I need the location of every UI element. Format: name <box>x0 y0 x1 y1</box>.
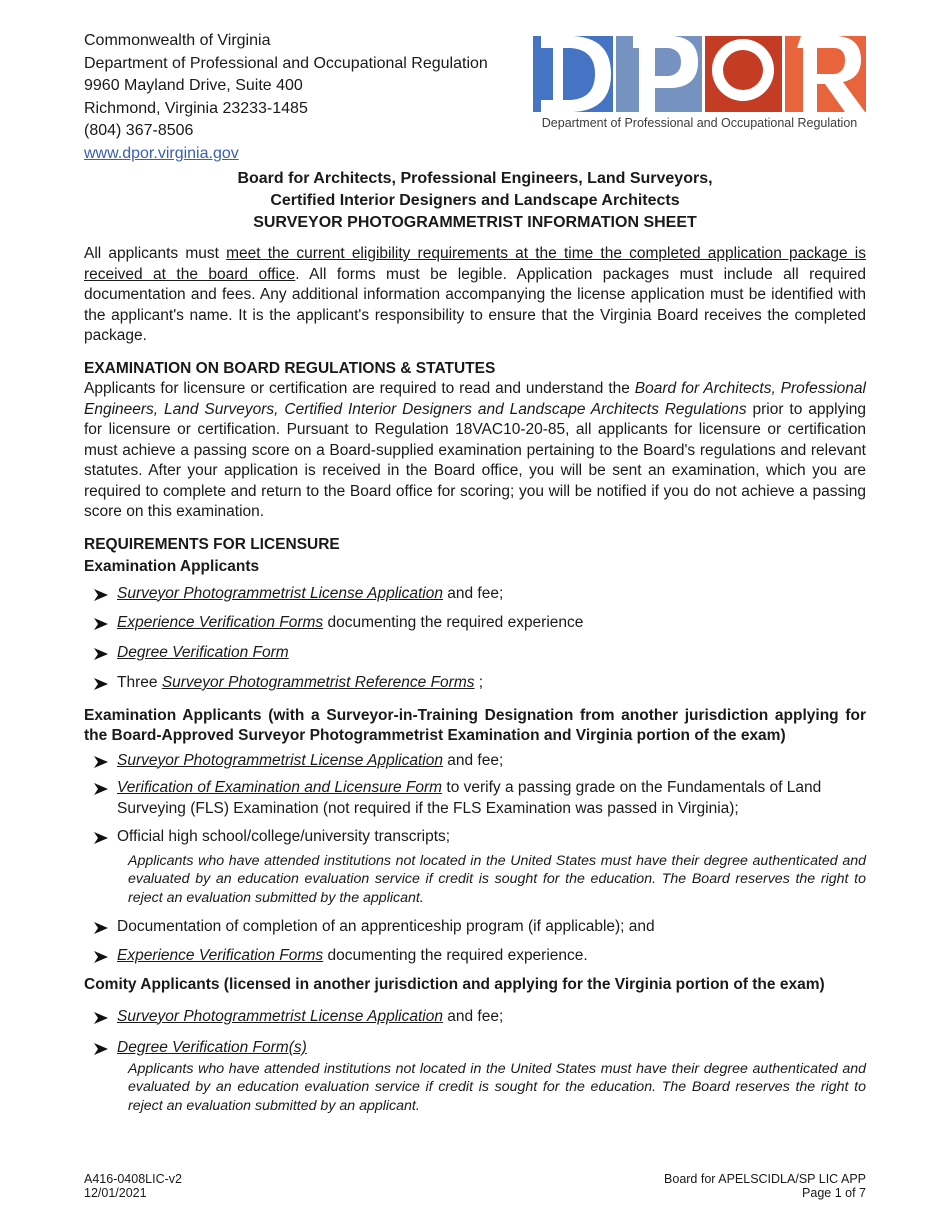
document-title <box>84 168 866 234</box>
group-heading: Examination Applicants (with a Surveyor-in-Training Designation from another jurisdiction applying for the Board-Approved Surveyor Photogrammetrist Examination and Virginia portion of the exam) <box>84 706 866 744</box>
form-link[interactable]: Degree Verification Form <box>117 643 289 661</box>
arrow-bullet-icon <box>94 951 108 963</box>
group-heading: Examination Applicants <box>84 558 260 575</box>
list-item: Experience Verification Forms documenting the required experience <box>84 613 866 634</box>
arrow-bullet-icon <box>94 618 108 630</box>
form-link[interactable]: Surveyor Photogrammetrist Reference Forms <box>161 674 475 691</box>
list-item: Verification of Examination and Licensure Form to verify a passing grade on the Fundamentals of Land Surveying (FLS) Examination (not required if the FLS Examination was passed in Virginia); <box>84 778 866 819</box>
address-line: Richmond, Virginia 23233-1485 <box>84 99 308 117</box>
list-item <box>84 643 866 664</box>
form-link[interactable]: Surveyor Photogrammetrist License Application <box>117 584 443 602</box>
requirements-list <box>84 917 866 966</box>
address-line: 9960 Mayland Drive, Suite 400 <box>84 77 303 94</box>
list-item: Documentation of completion of an apprenticeship program (if applicable); and <box>84 917 866 938</box>
requirements-list <box>84 1007 866 1059</box>
logo-caption: Department of Professional and Occupational Regulation <box>541 116 858 130</box>
form-link[interactable]: Verification of Examination and Licensure Form <box>117 779 443 796</box>
website-link[interactable]: www.dpor.virginia.gov <box>84 144 239 162</box>
requirements-heading: REQUIREMENTS FOR LICENSURE <box>84 535 340 553</box>
form-date: 12/01/2021 <box>84 1185 147 1200</box>
footer-board: Board for APELSCIDLA/SP LIC APP <box>664 1172 866 1186</box>
form-link[interactable]: Surveyor Photogrammetrist License Application <box>117 751 443 769</box>
agency-address <box>84 30 488 165</box>
list-item: Surveyor Photogrammetrist License Application and fee; <box>84 584 866 605</box>
group-heading: Comity Applicants (licensed in another jurisdiction and applying for the Virginia portion of the exam) <box>84 976 825 993</box>
requirements-list <box>84 584 866 694</box>
evaluation-note: Applicants who have attended institutions not located in the United States must have their degree authenticated and evaluated by an education evaluation service if credit is sought for the education. The Board reserves the right to reject an evaluation submitted by the applicant. <box>128 852 866 906</box>
form-number: A416-0408LIC-v2 <box>84 1172 182 1186</box>
form-link[interactable]: Experience Verification Forms <box>117 614 324 631</box>
title-line: SURVEYOR PHOTOGRAMMETRIST INFORMATION SHEET <box>253 214 697 231</box>
arrow-bullet-icon <box>94 922 108 934</box>
evaluation-note: Applicants who have attended institutions not located in the United States must have their degree authenticated and evaluated by an education evaluation service if credit is sought for the education. The Board reserves the right to reject an evaluation submitted by an applicant. <box>128 1060 866 1114</box>
title-line: Certified Interior Designers and Landscape Architects <box>270 192 680 209</box>
form-link[interactable]: Degree Verification Form(s) <box>117 1039 307 1056</box>
address-line: Department of Professional and Occupational Regulation <box>84 54 488 72</box>
list-item: Surveyor Photogrammetrist License Application and fee; <box>84 1007 866 1028</box>
list-item: Experience Verification Forms documenting the required experience. <box>84 946 866 967</box>
list-item: Official high school/college/university transcripts; <box>84 827 866 848</box>
phone-number: (804) 367-8506 <box>84 122 194 139</box>
title-line: Board for Architects, Professional Engineers, Land Surveyors, <box>237 170 713 187</box>
list-item: Three Surveyor Photogrammetrist Reference Forms ; <box>84 673 866 694</box>
form-link[interactable]: Experience Verification Forms <box>117 946 324 964</box>
address-line: Commonwealth of Virginia <box>84 32 271 49</box>
arrow-bullet-icon <box>94 1012 108 1024</box>
arrow-bullet-icon <box>94 648 108 660</box>
arrow-bullet-icon <box>94 756 108 768</box>
page-number: Page 1 of 7 <box>802 1185 866 1200</box>
arrow-bullet-icon <box>94 1043 108 1055</box>
arrow-bullet-icon <box>94 783 108 795</box>
list-item <box>84 1038 866 1059</box>
exam-section-heading: EXAMINATION ON BOARD REGULATIONS & STATUTES <box>84 359 496 377</box>
footer-form-info <box>84 1173 182 1200</box>
form-link[interactable]: Surveyor Photogrammetrist License Application <box>117 1007 443 1025</box>
arrow-bullet-icon <box>94 678 108 690</box>
document-body <box>84 244 866 1115</box>
intro-paragraph: All applicants must meet the current eligibility requirements at the time the completed application package is received at the board office. All forms must be legible. Application packages must include all required documentation and fees. Any additional information accompanying the license application must be identified with the applicant's name. It is the applicant's responsibility to ensure that the Virginia Board receives the completed package. <box>84 245 867 344</box>
list-item: Surveyor Photogrammetrist License Application and fee; <box>84 751 866 772</box>
exam-section-paragraph: Applicants for licensure or certification are required to read and understand the Board for Architects, Professional Engineers, Land Surveyors, Certified Interior Designers and Landscape Architects Regulations prior to applying for licensure or certification. Pursuant to Regulation 18VAC10-20-85, all applicants for licensure or certification must achieve a passing score on a Board-supplied examination pertaining to the Board's regulations and relevant statutes. After your application is received in the Board office, you will be sent an examination, which you are required to complete and return to the Board office for scoring; you will be notified if you do not achieve a passing score on this examination. <box>84 380 867 520</box>
footer-page-info <box>664 1173 866 1200</box>
arrow-bullet-icon <box>94 589 108 601</box>
requirements-list <box>84 751 866 848</box>
arrow-bullet-icon <box>94 832 108 844</box>
